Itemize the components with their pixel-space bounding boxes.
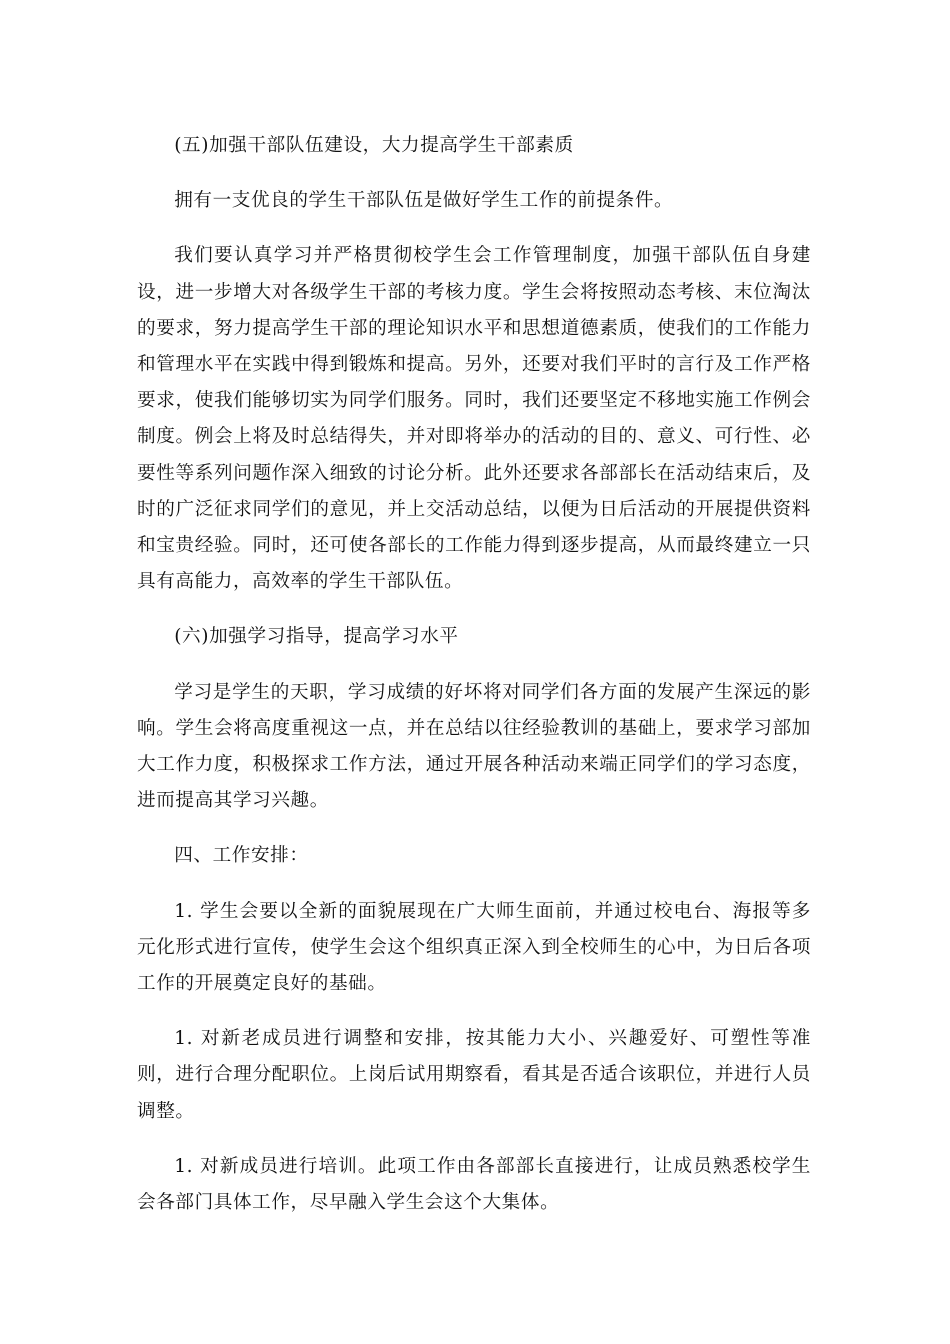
paragraph-study-guidance: 学习是学生的天职，学习成绩的好坏将对同学们各方面的发展产生深远的影响。学生会将高度重视这一点，并在总结以往经验教训的基础上，要求学习部加大工作力度，积极探求工作方法，通过开展各种活动来端正同学们的学习态度，进而提高其学习兴趣。 <box>137 681 811 812</box>
section-heading-five: (五)加强干部队伍建设，大力提高学生干部素质 <box>174 135 574 156</box>
list-item-training: 1. 对新成员进行培训。此项工作由各部部长直接进行，让成员熟悉校学生会各部门具体工作，尽早融入学生会这个大集体。 <box>137 1155 811 1214</box>
section-heading-six: (六)加强学习指导，提高学习水平 <box>174 626 459 648</box>
paragraph-cadre-building: 我们要认真学习并严格贯彻校学生会工作管理制度，加强干部队伍自身建设，进一步增大对各级学生干部的考核力度。学生会将按照动态考核、末位淘汰的要求，努力提高学生干部的理论知识水平和思想道德素质，使我们的工作能力和管理水平在实践中得到锻炼和提高。另外，还要对我们平时的言行及工作严格要求，使我们能够切实为同学们服务。同时，我们还要坚定不移地实施工作例会制度。例会上将及时总结得失，并对即将举办的活动的目的、意义、可行性、必要性等系列问题作深入细致的讨论分析。此外还要求各部部长在活动结束后，及时的广泛征求同学们的意见，并上交活动总结，以便为日后活动的开展提供资料和宝贵经验。同时，还可使各部长的工作能力得到逐步提高，从而最终建立一只具有高能力，高效率的学生干部队伍。 <box>137 245 811 593</box>
section-heading-work-plan: 四、工作安排： <box>174 845 309 867</box>
paragraph-intro: 拥有一支优良的学生干部队伍是做好学生工作的前提条件。 <box>174 190 674 212</box>
list-item-member-adjustment: 1. 对新老成员进行调整和安排，按其能力大小、兴趣爱好、可塑性等准则，进行合理分配职位。上岗后试用期察看，看其是否适合该职位，并进行人员调整。 <box>137 1028 811 1122</box>
list-item-publicity: 1. 学生会要以全新的面貌展现在广大师生面前，并通过校电台、海报等多元化形式进行宣传，使学生会这个组织真正深入到全校师生的心中，为日后各项工作的开展奠定良好的基础。 <box>137 900 811 995</box>
document-body <box>137 128 811 1240</box>
